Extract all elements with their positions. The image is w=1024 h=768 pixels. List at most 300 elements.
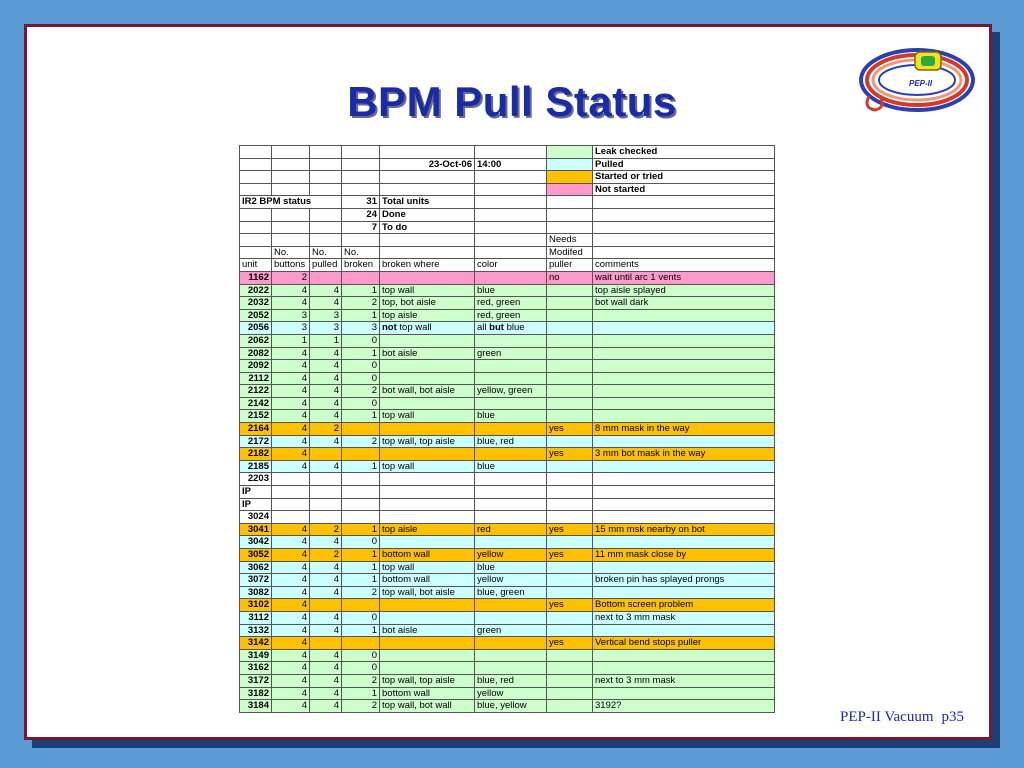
pulled-cell: 4 (310, 435, 342, 448)
pulled-cell (310, 271, 342, 284)
column-header (475, 246, 547, 259)
broken-where-cell: bottom wall (380, 687, 475, 700)
comments-cell (593, 360, 775, 373)
empty-cell (310, 221, 342, 234)
pulled-cell: 4 (310, 536, 342, 549)
broken-where-cell: top wall (380, 561, 475, 574)
empty-cell (342, 158, 380, 171)
buttons-cell: 4 (272, 284, 310, 297)
column-header: color (475, 259, 547, 272)
broken-where-cell (380, 271, 475, 284)
color-cell: blue (475, 410, 547, 423)
broken-where-cell (380, 511, 475, 524)
empty-cell (240, 183, 272, 196)
table-row (240, 674, 775, 687)
comments-cell (593, 347, 775, 360)
color-cell: red (475, 523, 547, 536)
empty-cell (240, 171, 272, 184)
broken-where-cell: top wall, bot aisle (380, 586, 475, 599)
buttons-cell: 4 (272, 674, 310, 687)
table-row (240, 309, 775, 322)
column-header (310, 234, 342, 247)
puller-cell (547, 360, 593, 373)
color-cell (475, 536, 547, 549)
pulled-cell (310, 473, 342, 486)
empty-cell (240, 221, 272, 234)
broken-cell: 2 (342, 297, 380, 310)
comments-cell (593, 473, 775, 486)
table-row (240, 637, 775, 650)
broken-cell: 0 (342, 662, 380, 675)
table-row (240, 271, 775, 284)
legend-swatch (547, 158, 593, 171)
table-row (240, 448, 775, 461)
color-cell: blue (475, 561, 547, 574)
unit-cell: 3182 (240, 687, 272, 700)
puller-cell (547, 624, 593, 637)
table-row (240, 347, 775, 360)
puller-cell (547, 687, 593, 700)
puller-cell: yes (547, 523, 593, 536)
broken-cell: 0 (342, 649, 380, 662)
unit-cell: 2022 (240, 284, 272, 297)
empty-cell (475, 196, 547, 209)
puller-cell (547, 347, 593, 360)
buttons-cell: 4 (272, 536, 310, 549)
broken-cell: 1 (342, 460, 380, 473)
empty-cell (547, 196, 593, 209)
broken-where-cell (380, 649, 475, 662)
column-header: Modifed (547, 246, 593, 259)
puller-cell (547, 561, 593, 574)
color-cell (475, 397, 547, 410)
puller-cell (547, 674, 593, 687)
column-header: unit (240, 259, 272, 272)
column-header: buttons (272, 259, 310, 272)
buttons-cell: 2 (272, 271, 310, 284)
comments-cell (593, 624, 775, 637)
puller-cell (547, 372, 593, 385)
legend-row (240, 158, 775, 171)
unit-cell: 3082 (240, 586, 272, 599)
comments-cell (593, 511, 775, 524)
color-cell: blue, red (475, 435, 547, 448)
column-header: broken (342, 259, 380, 272)
buttons-cell: 4 (272, 611, 310, 624)
broken-cell: 2 (342, 435, 380, 448)
color-cell: blue (475, 284, 547, 297)
table-row (240, 649, 775, 662)
unit-cell: IP (240, 486, 272, 499)
column-header: pulled (310, 259, 342, 272)
legend-swatch (547, 146, 593, 159)
footer (840, 709, 964, 726)
puller-cell (547, 322, 593, 335)
buttons-cell: 4 (272, 599, 310, 612)
pulled-cell: 4 (310, 347, 342, 360)
broken-where-cell (380, 662, 475, 675)
table-row (240, 334, 775, 347)
unit-cell: 2203 (240, 473, 272, 486)
buttons-cell: 4 (272, 649, 310, 662)
pulled-cell: 2 (310, 549, 342, 562)
comments-cell (593, 435, 775, 448)
color-cell: yellow (475, 574, 547, 587)
comments-cell (593, 498, 775, 511)
comments-cell (593, 662, 775, 675)
empty-cell (310, 171, 342, 184)
comments-cell (593, 486, 775, 499)
pulled-cell: 4 (310, 624, 342, 637)
unit-cell: 3149 (240, 649, 272, 662)
comments-cell: next to 3 mm mask (593, 611, 775, 624)
broken-where-cell: top wall, top aisle (380, 674, 475, 687)
broken-where-cell (380, 473, 475, 486)
unit-cell: 2082 (240, 347, 272, 360)
broken-where-cell (380, 637, 475, 650)
broken-where-cell (380, 611, 475, 624)
table-row (240, 410, 775, 423)
pulled-cell: 4 (310, 611, 342, 624)
column-header: broken where (380, 259, 475, 272)
pulled-cell: 4 (310, 397, 342, 410)
broken-cell: 1 (342, 561, 380, 574)
empty-cell (342, 171, 380, 184)
comments-cell (593, 397, 775, 410)
empty-cell (475, 208, 547, 221)
summary-label: To do (380, 221, 475, 234)
buttons-cell: 4 (272, 448, 310, 461)
broken-where-cell (380, 397, 475, 410)
comments-cell (593, 410, 775, 423)
unit-cell: 2052 (240, 309, 272, 322)
broken-cell: 0 (342, 536, 380, 549)
broken-cell (342, 271, 380, 284)
pulled-cell: 4 (310, 700, 342, 713)
broken-cell: 1 (342, 574, 380, 587)
comments-cell: 3 mm bot mask in the way (593, 448, 775, 461)
summary-value: 31 (342, 196, 380, 209)
pulled-cell (310, 498, 342, 511)
comments-cell: top aisle splayed (593, 284, 775, 297)
color-cell: green (475, 624, 547, 637)
pulled-cell: 4 (310, 460, 342, 473)
column-header: No. (272, 246, 310, 259)
buttons-cell: 4 (272, 435, 310, 448)
column-header-row (240, 259, 775, 272)
comments-cell (593, 372, 775, 385)
summary-value: 7 (342, 221, 380, 234)
color-cell (475, 448, 547, 461)
empty-cell (272, 171, 310, 184)
column-header: No. (310, 246, 342, 259)
legend-row (240, 183, 775, 196)
table-row (240, 385, 775, 398)
empty-cell (475, 171, 547, 184)
buttons-cell: 4 (272, 460, 310, 473)
emphasis: but (489, 322, 504, 334)
broken-cell: 2 (342, 700, 380, 713)
buttons-cell: 4 (272, 360, 310, 373)
table-row (240, 297, 775, 310)
pulled-cell: 4 (310, 649, 342, 662)
buttons-cell (272, 511, 310, 524)
comments-cell (593, 536, 775, 549)
buttons-cell: 4 (272, 297, 310, 310)
summary-row (240, 221, 775, 234)
color-cell: blue, green (475, 586, 547, 599)
broken-cell (342, 498, 380, 511)
color-cell (475, 322, 547, 335)
buttons-cell: 4 (272, 410, 310, 423)
broken-cell: 0 (342, 360, 380, 373)
broken-where-cell (380, 536, 475, 549)
pulled-cell: 1 (310, 334, 342, 347)
broken-where-cell: top wall, bot wall (380, 700, 475, 713)
empty-cell (380, 146, 475, 159)
column-header: puller (547, 259, 593, 272)
pulled-cell: 4 (310, 674, 342, 687)
color-cell (475, 511, 547, 524)
broken-cell: 1 (342, 687, 380, 700)
legend-label: Leak checked (593, 146, 775, 159)
puller-cell (547, 649, 593, 662)
color-cell (475, 599, 547, 612)
broken-cell: 2 (342, 674, 380, 687)
buttons-cell: 4 (272, 637, 310, 650)
unit-cell: 2056 (240, 322, 272, 335)
broken-cell (342, 423, 380, 436)
unit-cell: 3072 (240, 574, 272, 587)
comments-cell: 3192? (593, 700, 775, 713)
comments-cell (593, 309, 775, 322)
column-header (593, 234, 775, 247)
color-cell (475, 498, 547, 511)
buttons-cell: 4 (272, 687, 310, 700)
broken-cell: 1 (342, 549, 380, 562)
comments-cell (593, 649, 775, 662)
puller-cell (547, 511, 593, 524)
emphasis: not (382, 322, 397, 334)
broken-where-cell (380, 599, 475, 612)
pulled-cell: 4 (310, 574, 342, 587)
broken-where-cell: top wall (380, 460, 475, 473)
broken-cell: 3 (342, 322, 380, 335)
comments-cell: Bottom screen problem (593, 599, 775, 612)
broken-where-cell (380, 486, 475, 499)
buttons-cell: 4 (272, 700, 310, 713)
color-cell (475, 423, 547, 436)
color-cell (475, 473, 547, 486)
comments-cell (593, 687, 775, 700)
table-row (240, 611, 775, 624)
buttons-cell (272, 486, 310, 499)
broken-cell: 1 (342, 624, 380, 637)
empty-cell (475, 221, 547, 234)
pulled-cell (310, 511, 342, 524)
unit-cell: 1162 (240, 271, 272, 284)
unit-cell: 2122 (240, 385, 272, 398)
table-row (240, 372, 775, 385)
empty-cell (547, 208, 593, 221)
broken-where-cell: bot wall, bot aisle (380, 385, 475, 398)
buttons-cell: 4 (272, 586, 310, 599)
color-cell: blue, red (475, 674, 547, 687)
unit-cell: 3102 (240, 599, 272, 612)
column-header: Needs (547, 234, 593, 247)
summary-row (240, 208, 775, 221)
empty-cell (593, 196, 775, 209)
column-header (342, 234, 380, 247)
empty-cell (240, 158, 272, 171)
column-header (380, 246, 475, 259)
color-cell (475, 372, 547, 385)
pulled-cell (310, 599, 342, 612)
pulled-cell (310, 448, 342, 461)
puller-cell (547, 334, 593, 347)
unit-cell: 3062 (240, 561, 272, 574)
pulled-cell: 4 (310, 410, 342, 423)
buttons-cell: 4 (272, 397, 310, 410)
column-header-row (240, 246, 775, 259)
puller-cell: yes (547, 549, 593, 562)
column-header: No. (342, 246, 380, 259)
empty-cell (342, 183, 380, 196)
pulled-cell: 3 (310, 322, 342, 335)
table-row (240, 460, 775, 473)
comments-cell (593, 334, 775, 347)
pulled-cell: 4 (310, 586, 342, 599)
empty-cell (593, 221, 775, 234)
report-date: 23-Oct-06 (380, 158, 475, 171)
table-row (240, 511, 775, 524)
unit-cell: 2032 (240, 297, 272, 310)
unit-cell: 2182 (240, 448, 272, 461)
color-cell: blue (475, 460, 547, 473)
broken-where-cell: bot aisle (380, 347, 475, 360)
table-row (240, 536, 775, 549)
broken-where-cell: top wall (380, 410, 475, 423)
puller-cell (547, 435, 593, 448)
page-number: p35 (941, 709, 964, 725)
table-row (240, 322, 775, 335)
table-row (240, 397, 775, 410)
broken-cell: 1 (342, 410, 380, 423)
color-cell: yellow (475, 687, 547, 700)
text: all (477, 322, 490, 334)
empty-cell (593, 208, 775, 221)
empty-cell (310, 183, 342, 196)
color-cell: blue, yellow (475, 700, 547, 713)
color-cell (475, 334, 547, 347)
buttons-cell: 4 (272, 574, 310, 587)
table-row (240, 700, 775, 713)
buttons-cell: 4 (272, 624, 310, 637)
color-cell: yellow, green (475, 385, 547, 398)
unit-cell: 3142 (240, 637, 272, 650)
table-row (240, 360, 775, 373)
summary-value: 24 (342, 208, 380, 221)
buttons-cell: 4 (272, 423, 310, 436)
broken-cell: 1 (342, 309, 380, 322)
pep-ii-logo (855, 38, 980, 118)
comments-cell (593, 322, 775, 335)
puller-cell (547, 410, 593, 423)
buttons-cell: 4 (272, 662, 310, 675)
pulled-cell: 4 (310, 372, 342, 385)
buttons-cell: 4 (272, 385, 310, 398)
unit-cell: 2164 (240, 423, 272, 436)
empty-cell (240, 208, 272, 221)
buttons-cell: 3 (272, 322, 310, 335)
buttons-cell: 4 (272, 549, 310, 562)
color-cell (475, 360, 547, 373)
table-row (240, 523, 775, 536)
comments-cell (593, 460, 775, 473)
unit-cell: 3042 (240, 536, 272, 549)
puller-cell: yes (547, 448, 593, 461)
broken-where-cell: top, bot aisle (380, 297, 475, 310)
comments-cell: Vertical bend stops puller (593, 637, 775, 650)
legend-row (240, 146, 775, 159)
pulled-cell: 2 (310, 523, 342, 536)
unit-cell: 2062 (240, 334, 272, 347)
legend-swatch (547, 171, 593, 184)
pulled-cell (310, 486, 342, 499)
empty-cell (240, 146, 272, 159)
color-cell (475, 649, 547, 662)
puller-cell: no (547, 271, 593, 284)
empty-cell (310, 208, 342, 221)
legend-label: Started or tried (593, 171, 775, 184)
puller-cell (547, 498, 593, 511)
table-row (240, 549, 775, 562)
empty-cell (272, 146, 310, 159)
table-row (240, 435, 775, 448)
table-row (240, 662, 775, 675)
buttons-cell: 3 (272, 309, 310, 322)
text: blue (503, 322, 525, 334)
empty-cell (272, 158, 310, 171)
pulled-cell: 3 (310, 309, 342, 322)
broken-where-cell: top wall (380, 284, 475, 297)
broken-where-cell: top aisle (380, 523, 475, 536)
unit-cell: 3112 (240, 611, 272, 624)
puller-cell: yes (547, 599, 593, 612)
broken-cell (342, 448, 380, 461)
comments-cell: bot wall dark (593, 297, 775, 310)
footer-text: PEP-II Vacuum (840, 709, 934, 725)
puller-cell: yes (547, 423, 593, 436)
unit-cell: 3024 (240, 511, 272, 524)
puller-cell (547, 586, 593, 599)
legend-label: Pulled (593, 158, 775, 171)
color-cell (475, 637, 547, 650)
broken-cell (342, 486, 380, 499)
color-cell (475, 662, 547, 675)
unit-cell: 3184 (240, 700, 272, 713)
table-row (240, 624, 775, 637)
pulled-cell: 4 (310, 284, 342, 297)
color-cell (475, 271, 547, 284)
column-header (240, 246, 272, 259)
puller-cell (547, 611, 593, 624)
table-row (240, 561, 775, 574)
table-row (240, 586, 775, 599)
unit-cell: 3172 (240, 674, 272, 687)
broken-cell: 2 (342, 385, 380, 398)
broken-cell (342, 599, 380, 612)
